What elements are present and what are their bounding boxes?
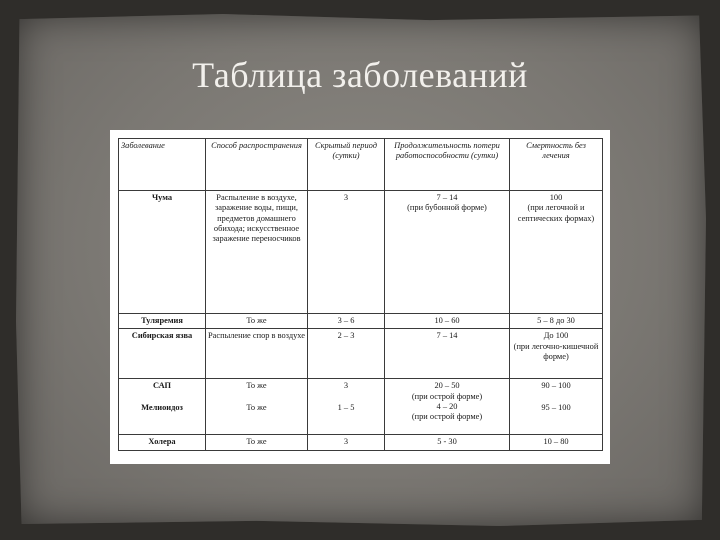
cell-mortality: 5 – 8 до 30 [510, 314, 603, 329]
cell-mortality: 10 – 80 [510, 435, 603, 450]
header-duration: Продолжительность потери работоспособности (сутки) [385, 139, 510, 191]
cell-duration: 10 – 60 [385, 314, 510, 329]
cell-mortality-line: (при легочной и септических формах) [517, 203, 595, 223]
cell-spread [206, 379, 308, 435]
disease-table-image [110, 130, 610, 464]
table-row [119, 435, 603, 450]
cell-spread: То же [206, 314, 308, 329]
cell-spread-line: То же [246, 402, 267, 412]
cell-duration-line: 20 – 50 [434, 381, 460, 391]
cell-latent-line: 3 [343, 381, 349, 391]
table-row [119, 191, 603, 314]
cell-disease: Сибирская язва [119, 329, 206, 379]
cell-disease: Холера [119, 435, 206, 450]
cell-mortality-line: 90 – 100 [541, 381, 571, 391]
cell-spread: То же [206, 435, 308, 450]
table-row [119, 379, 603, 435]
cell-latent: 3 [308, 191, 385, 314]
cell-spread: Распыление спор в воздухе [206, 329, 308, 379]
slide-title: Таблица заболеваний [192, 55, 528, 95]
cell-latent [308, 379, 385, 435]
table-row [119, 314, 603, 329]
cell-duration: 5 - 30 [385, 435, 510, 450]
cell-duration-line: (при острой форме) [411, 391, 483, 401]
cell-mortality [510, 191, 603, 314]
cell-spread: Распыление в воздухе, заражение воды, пищи, предметов домашнего обихода; искусственное заражение переносчиков [206, 191, 308, 314]
cell-mortality-line: До 100 [543, 331, 569, 341]
cell-duration-line: (при бубонной форме) [407, 203, 487, 213]
cell-duration-line: 7 – 14 [436, 193, 458, 202]
cell-latent: 3 [308, 435, 385, 450]
cell-duration-line: 4 – 20 [436, 401, 458, 411]
header-mortality: Смертность без лечения [510, 139, 603, 191]
cell-latent-line: 1 – 5 [337, 402, 355, 412]
disease-table [118, 138, 603, 451]
cell-disease-line: САП [153, 381, 171, 391]
cell-disease-line: Мелиоидоз [141, 402, 183, 412]
cell-spread-line: То же [246, 381, 267, 391]
cell-mortality-line: 100 [549, 193, 563, 202]
cell-mortality [510, 329, 603, 379]
cell-disease [119, 379, 206, 435]
cell-mortality-line: 95 – 100 [541, 402, 571, 412]
header-spread: Способ распространения [206, 139, 308, 191]
cell-mortality-line: (при легочно-кишечной форме) [513, 341, 599, 361]
cell-disease: Чума [119, 191, 206, 314]
cell-latent: 3 – 6 [308, 314, 385, 329]
cell-disease: Туляремия [119, 314, 206, 329]
cell-duration: 7 – 14 [385, 329, 510, 379]
header-latent: Скрытый период (сутки) [308, 139, 385, 191]
cell-duration [385, 191, 510, 314]
table-row [119, 329, 603, 379]
table-header-row [119, 139, 603, 191]
header-disease: Заболевание [119, 139, 206, 191]
cell-latent: 2 – 3 [308, 329, 385, 379]
cell-duration [385, 379, 510, 435]
cell-mortality [510, 379, 603, 435]
cell-duration-line: (при острой форме) [411, 412, 483, 421]
